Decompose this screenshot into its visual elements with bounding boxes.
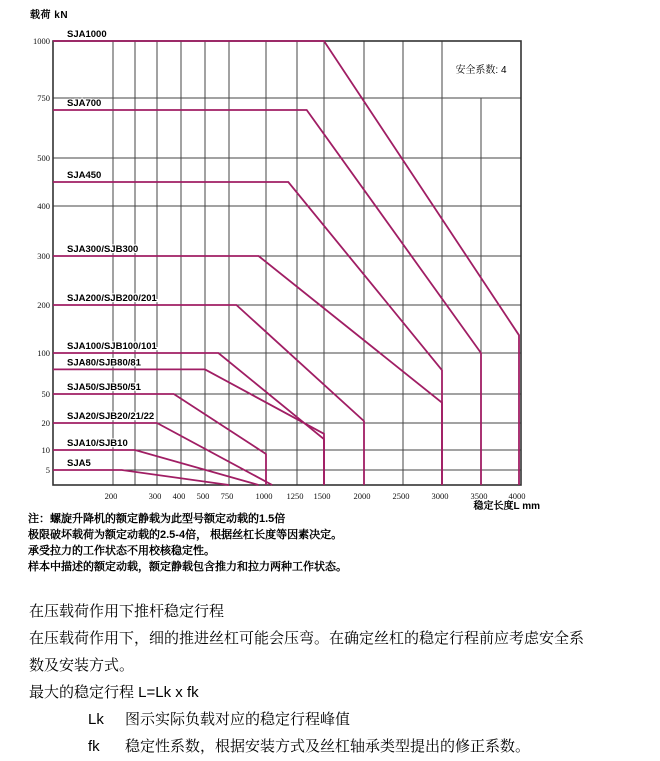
safety-factor-label: 安全系数: 4 (455, 65, 507, 76)
series-label-SJA1000: SJA1000 (67, 29, 107, 40)
definition-fk-var: fk (88, 738, 100, 755)
y-tick-200: 200 (37, 300, 50, 310)
x-tick-300: 300 (148, 491, 162, 501)
series-label-SJA700: SJA700 (67, 98, 102, 109)
x-tick-1000: 1000 (255, 491, 273, 501)
section-heading: 在压载荷作用下推杆稳定行程 (29, 603, 225, 620)
note-line: 承受拉力的工作状态不用校核稳定性。 (28, 545, 215, 557)
y-tick-50: 50 (41, 389, 50, 399)
y-tick-300: 300 (37, 251, 50, 261)
series-label-SJA300/SJB300: SJA300/SJB300 (67, 244, 139, 255)
note-line: 样本中描述的额定动载，额定静载包含推力和拉力两种工作状态。 (28, 561, 347, 573)
y-tick-20: 20 (41, 418, 50, 428)
x-tick-3000: 3000 (431, 491, 449, 501)
chart-notes (28, 511, 347, 575)
stability-stroke-section (29, 598, 584, 760)
series-label-SJA80/SJB80/81: SJA80/SJB80/81 (67, 357, 141, 369)
x-axis-title: 稳定长度L mm (473, 501, 540, 512)
series-label-SJA20/SJB20/21/22: SJA20/SJB20/21/22 (67, 411, 155, 422)
note-line: 注：螺旋升降机的额定静载为此型号额定动载的1.5倍 (28, 513, 286, 525)
definition-lk-text: 图示实际负载对应的稳定行程峰值 (125, 711, 351, 728)
series-label-SJA50/SJB50/51: SJA50/SJB50/51 (67, 382, 141, 393)
y-axis-title: 载荷 kN (30, 10, 69, 21)
series-label-SJA100/SJB100/101: SJA100/SJB100/101 (67, 341, 157, 352)
x-tick-400: 400 (172, 491, 186, 501)
series-label-SJA5: SJA5 (67, 458, 91, 469)
series-label-SJA200/SJB200/201: SJA200/SJB200/201 (67, 293, 157, 304)
body-line: 在压载荷作用下，细的推进丝杠可能会压弯。在确定丝杠的稳定行程前应考虑安全系 (29, 630, 585, 647)
y-tick-1000: 1000 (33, 36, 50, 46)
series-line-SJA5 (53, 470, 229, 485)
formula-line: 最大的稳定行程 L=Lk x fk (29, 684, 199, 701)
y-tick-5: 5 (45, 465, 50, 475)
x-tick-2000: 2000 (353, 491, 371, 501)
x-tick-2500: 2500 (392, 491, 410, 501)
y-tick-100: 100 (37, 348, 50, 358)
definition-lk-var: Lk (88, 711, 104, 728)
series-line-SJA200/SJB200/201 (53, 305, 364, 485)
definition-lk (29, 706, 584, 733)
series-label-SJA10/SJB10: SJA10/SJB10 (67, 438, 128, 449)
definition-fk (29, 733, 584, 760)
y-tick-500: 500 (37, 153, 50, 163)
body-line: 数及安装方式。 (29, 657, 135, 674)
x-tick-3500: 3500 (470, 491, 488, 501)
y-tick-400: 400 (37, 201, 50, 211)
x-tick-1250: 1250 (286, 491, 304, 501)
x-tick-500: 500 (196, 491, 210, 501)
note-line: 极限破坏载荷为额定动载的2.5-4倍， 根据丝杠长度等因素决定。 (28, 529, 343, 541)
x-tick-200: 200 (104, 491, 118, 501)
y-tick-750: 750 (37, 93, 50, 103)
x-tick-4000: 4000 (508, 491, 526, 501)
x-tick-750: 750 (220, 491, 234, 501)
x-tick-1500: 1500 (313, 491, 331, 501)
series-label-SJA450: SJA450 (67, 170, 102, 181)
y-tick-10: 10 (41, 445, 50, 455)
definition-fk-text: 稳定性系数，根据安装方式及丝杠轴承类型提出的修正系数。 (125, 738, 531, 755)
